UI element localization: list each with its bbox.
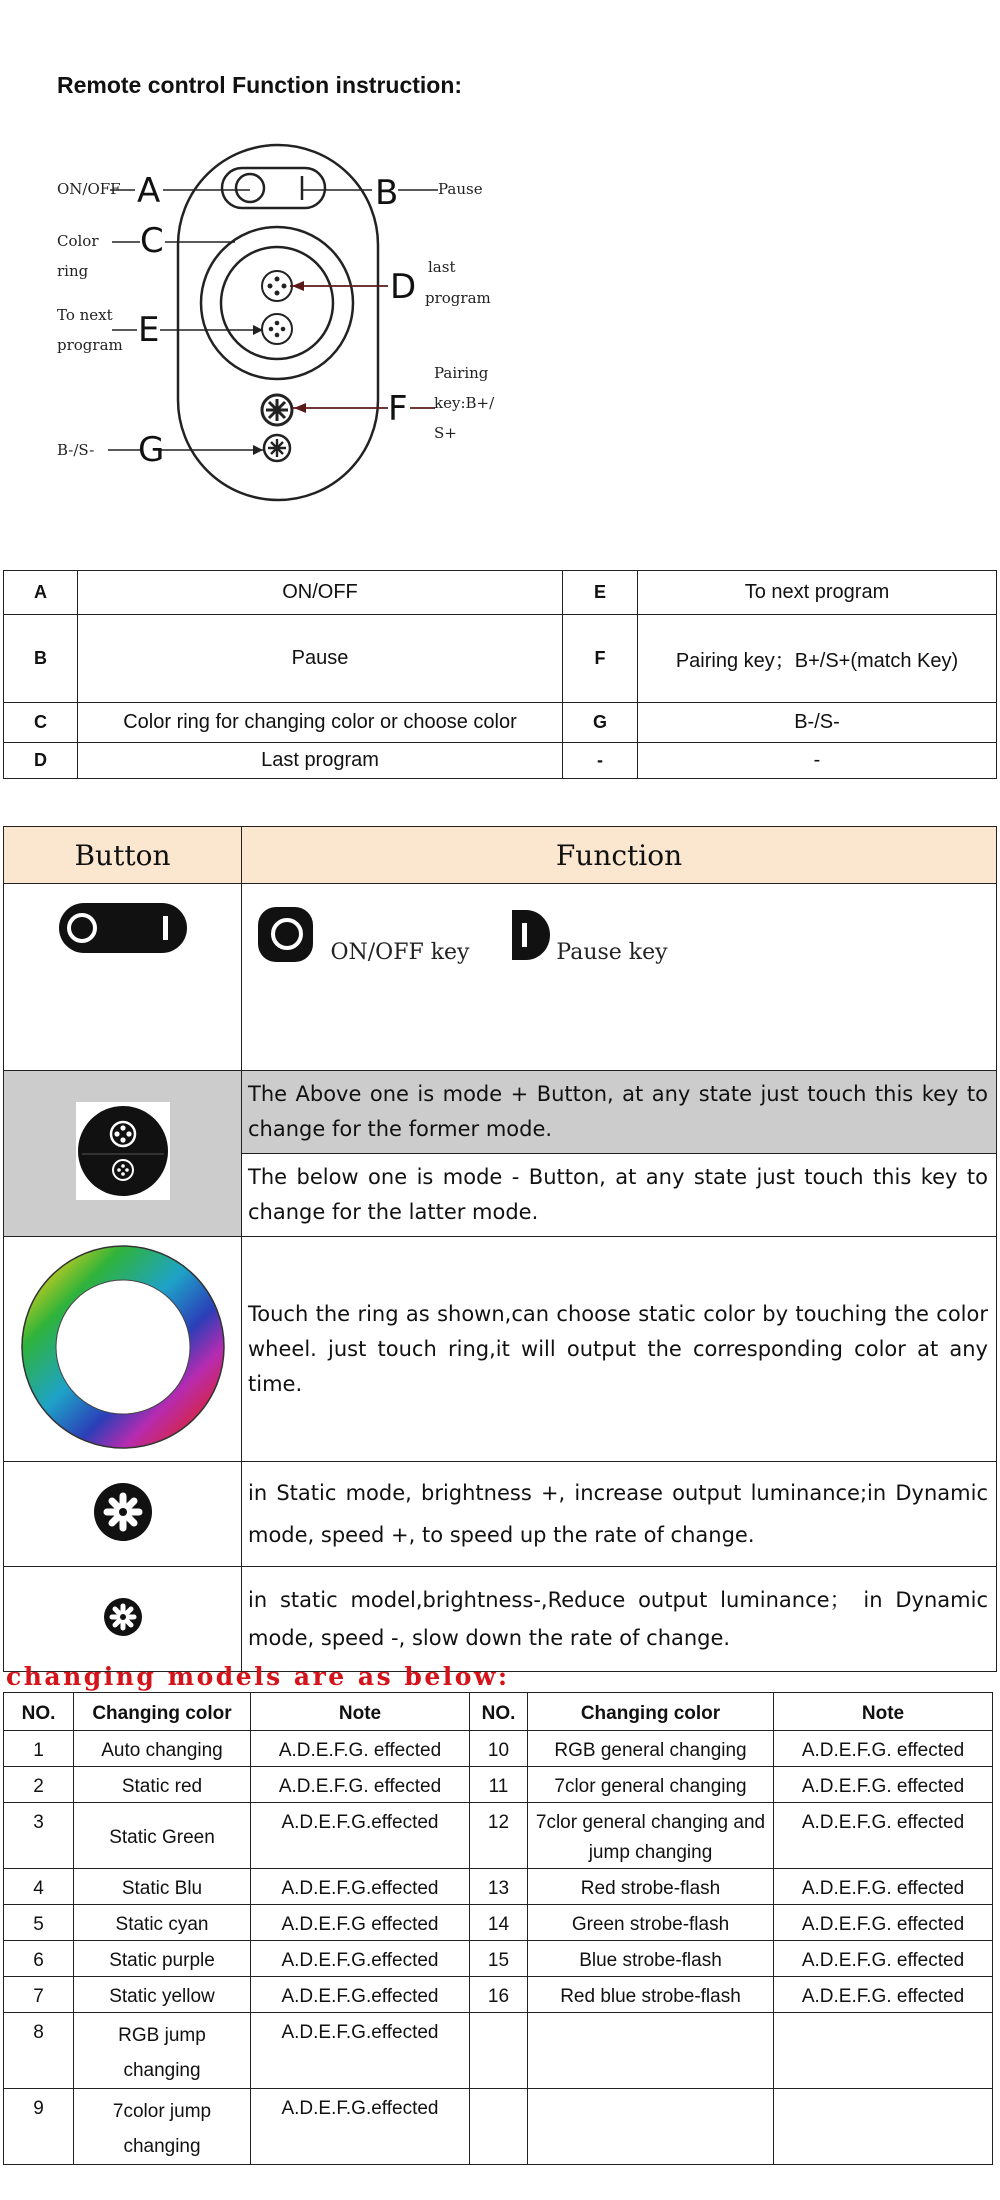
cell-mode: Auto changing xyxy=(74,1731,251,1767)
label-color-2: ring xyxy=(57,262,89,280)
label-pair-3: S+ xyxy=(434,424,457,442)
table-row xyxy=(4,1977,993,2013)
letter-f: F xyxy=(388,389,408,429)
cell-no: 15 xyxy=(470,1941,528,1977)
cell-no xyxy=(470,2089,528,2165)
key-table xyxy=(3,570,997,779)
cell-no: 14 xyxy=(470,1905,528,1941)
header-note: Note xyxy=(251,1693,470,1731)
label-b-s: B-/S- xyxy=(57,441,95,459)
desc-cell: To next program xyxy=(638,571,997,615)
cell-note: A.D.E.F.G.effected xyxy=(251,1803,470,1869)
cell-mode: Static red xyxy=(74,1767,251,1803)
cell-mode: Blue strobe-flash xyxy=(528,1941,774,1977)
cell-note: A.D.E.F.G. effected xyxy=(774,1905,993,1941)
mode-minus-description: The below one is mode - Button, at any state just touch this key to change for the latter mode. xyxy=(242,1154,997,1237)
table-row xyxy=(4,1567,997,1672)
table-row xyxy=(4,703,997,743)
cell-note: A.D.E.F.G. effected xyxy=(774,1767,993,1803)
cell-mode: RGB jump changing xyxy=(74,2013,251,2089)
cell-no: 10 xyxy=(470,1731,528,1767)
key-cell: C xyxy=(4,703,78,743)
cell-mode: RGB general changing xyxy=(528,1731,774,1767)
letter-c: C xyxy=(140,221,164,261)
letter-g: G xyxy=(138,430,165,470)
header-function: Function xyxy=(242,827,997,884)
table-row xyxy=(4,1731,993,1767)
key-cell: E xyxy=(563,571,638,615)
cell-note xyxy=(774,2089,993,2165)
label-pair-2: key:B+/ xyxy=(434,394,495,412)
table-row xyxy=(4,1905,993,1941)
cell-mode: Red strobe-flash xyxy=(528,1869,774,1905)
table-row xyxy=(4,1767,993,1803)
letter-b: B xyxy=(375,173,399,213)
color-ring-cell xyxy=(4,1237,242,1462)
header-no: NO. xyxy=(470,1693,528,1731)
brightness-plus-button-icon xyxy=(93,1482,153,1542)
cell-no: 4 xyxy=(4,1869,74,1905)
key-cell: G xyxy=(563,703,638,743)
pause-key-icon xyxy=(510,908,552,962)
header-changing-color: Changing color xyxy=(528,1693,774,1731)
table-row xyxy=(4,743,997,779)
cell-no: 7 xyxy=(4,1977,74,2013)
cell-no xyxy=(470,2013,528,2089)
key-cell: F xyxy=(563,615,638,703)
cell-mode: 7clor general changing and jump changing xyxy=(528,1803,774,1869)
models-heading: changing models are as below: xyxy=(6,1662,510,1691)
cell-mode xyxy=(528,2089,774,2165)
letter-e: E xyxy=(138,310,160,350)
table-header-row xyxy=(4,827,997,884)
desc-cell: Pause xyxy=(78,615,563,703)
on-off-pill-icon xyxy=(58,902,188,954)
header-changing-color: Changing color xyxy=(74,1693,251,1731)
table-row xyxy=(4,1869,993,1905)
pause-key-label: Pause key xyxy=(556,940,668,965)
cell-note xyxy=(774,2013,993,2089)
cell-no: 1 xyxy=(4,1731,74,1767)
models-table xyxy=(3,1692,993,2165)
cell-no: 13 xyxy=(470,1869,528,1905)
table-row xyxy=(4,884,997,1071)
cell-no: 16 xyxy=(470,1977,528,2013)
desc-cell: Last program xyxy=(78,743,563,779)
cell-note: A.D.E.F.G effected xyxy=(251,1905,470,1941)
label-last-2: program xyxy=(425,289,491,307)
cell-mode: Static cyan xyxy=(74,1905,251,1941)
table-row xyxy=(4,571,997,615)
page-title: Remote control Function instruction: xyxy=(57,72,463,98)
cell-no: 3 xyxy=(4,1803,74,1869)
brightness-minus-description: in static model,brightness-,Reduce output luminance； in Dynamic mode, speed -, slow down the rate of change. xyxy=(242,1567,997,1672)
brightness-plus-cell xyxy=(4,1462,242,1567)
label-last-1: last xyxy=(428,258,456,276)
desc-cell: B-/S- xyxy=(638,703,997,743)
label-pause: Pause xyxy=(438,180,483,198)
table-row xyxy=(4,2089,993,2165)
cell-note: A.D.E.F.G.effected xyxy=(251,1869,470,1905)
cell-no: 8 xyxy=(4,2013,74,2089)
cell-note: A.D.E.F.G.effected xyxy=(251,1977,470,2013)
label-color-1: Color xyxy=(57,232,99,250)
table-row xyxy=(4,1803,993,1869)
table-row xyxy=(4,1071,997,1154)
desc-cell: - xyxy=(638,743,997,779)
brightness-plus-icon xyxy=(262,395,292,425)
desc-cell: Pairing key；B+/S+(match Key) xyxy=(638,615,997,703)
label-next-2: program xyxy=(57,336,123,354)
key-cell: A xyxy=(4,571,78,615)
cell-mode: Green strobe-flash xyxy=(528,1905,774,1941)
mode-buttons-icon xyxy=(76,1102,170,1200)
cell-mode: Static Green xyxy=(74,1803,251,1869)
cell-note: A.D.E.F.G.effected xyxy=(251,1941,470,1977)
cell-no: 11 xyxy=(470,1767,528,1803)
cell-no: 6 xyxy=(4,1941,74,1977)
cell-note: A.D.E.F.G. effected xyxy=(774,1731,993,1767)
cell-note: A.D.E.F.G.effected xyxy=(251,2089,470,2165)
desc-cell: ON/OFF xyxy=(78,571,563,615)
cell-mode xyxy=(528,2013,774,2089)
on-off-pause-function-cell xyxy=(242,884,997,1071)
mode-button-cell xyxy=(4,1071,242,1237)
table-row xyxy=(4,1237,997,1462)
remote-diagram xyxy=(0,140,560,550)
cell-mode: 7color jump changing xyxy=(74,2089,251,2165)
cell-note: A.D.E.F.G. effected xyxy=(774,1941,993,1977)
on-off-pause-button-cell xyxy=(4,884,242,1071)
header-button: Button xyxy=(4,827,242,884)
cell-mode: 7clor general changing xyxy=(528,1767,774,1803)
cell-mode: Static purple xyxy=(74,1941,251,1977)
cell-no: 2 xyxy=(4,1767,74,1803)
cell-no: 5 xyxy=(4,1905,74,1941)
function-table xyxy=(3,826,997,1672)
cell-note: A.D.E.F.G. effected xyxy=(251,1731,470,1767)
header-no: NO. xyxy=(4,1693,74,1731)
label-next-1: To next xyxy=(57,306,113,324)
table-row xyxy=(4,615,997,703)
table-row xyxy=(4,1462,997,1567)
table-header-row xyxy=(4,1693,993,1731)
cell-no: 12 xyxy=(470,1803,528,1869)
cell-mode: Static Blu xyxy=(74,1869,251,1905)
mode-plus-description: The Above one is mode + Button, at any state just touch this key to change for the former mode. xyxy=(242,1071,997,1154)
cell-mode: Red blue strobe-flash xyxy=(528,1977,774,2013)
desc-cell: Color ring for changing color or choose color xyxy=(78,703,563,743)
on-off-key-label: ON/OFF key xyxy=(330,940,470,965)
cell-note: A.D.E.F.G.effected xyxy=(251,2013,470,2089)
on-off-key-icon xyxy=(257,906,314,963)
key-cell: - xyxy=(563,743,638,779)
cell-no: 9 xyxy=(4,2089,74,2165)
label-pair-1: Pairing xyxy=(434,364,489,382)
key-cell: B xyxy=(4,615,78,703)
table-row xyxy=(4,1941,993,1977)
header-note: Note xyxy=(774,1693,993,1731)
letter-d: D xyxy=(390,267,417,307)
brightness-minus-icon xyxy=(264,435,290,461)
letter-a: A xyxy=(137,171,161,211)
key-cell: D xyxy=(4,743,78,779)
brightness-plus-description: in Static mode, brightness +, increase output luminance;in Dynamic mode, speed +, to speed up the rate of change. xyxy=(242,1462,997,1567)
cell-note: A.D.E.F.G. effected xyxy=(774,1977,993,2013)
color-ring-description: Touch the ring as shown,can choose static color by touching the color wheel. just touch ring,it will output the corresponding color at any time. xyxy=(242,1237,997,1462)
brightness-minus-cell xyxy=(4,1567,242,1672)
label-on-off: ON/OFF xyxy=(57,180,121,198)
cell-note: A.D.E.F.G. effected xyxy=(774,1803,993,1869)
table-row xyxy=(4,2013,993,2089)
cell-note: A.D.E.F.G. effected xyxy=(251,1767,470,1803)
cell-mode: Static yellow xyxy=(74,1977,251,2013)
cell-note: A.D.E.F.G. effected xyxy=(774,1869,993,1905)
brightness-minus-button-icon xyxy=(103,1597,143,1637)
color-ring-icon xyxy=(20,1244,226,1450)
